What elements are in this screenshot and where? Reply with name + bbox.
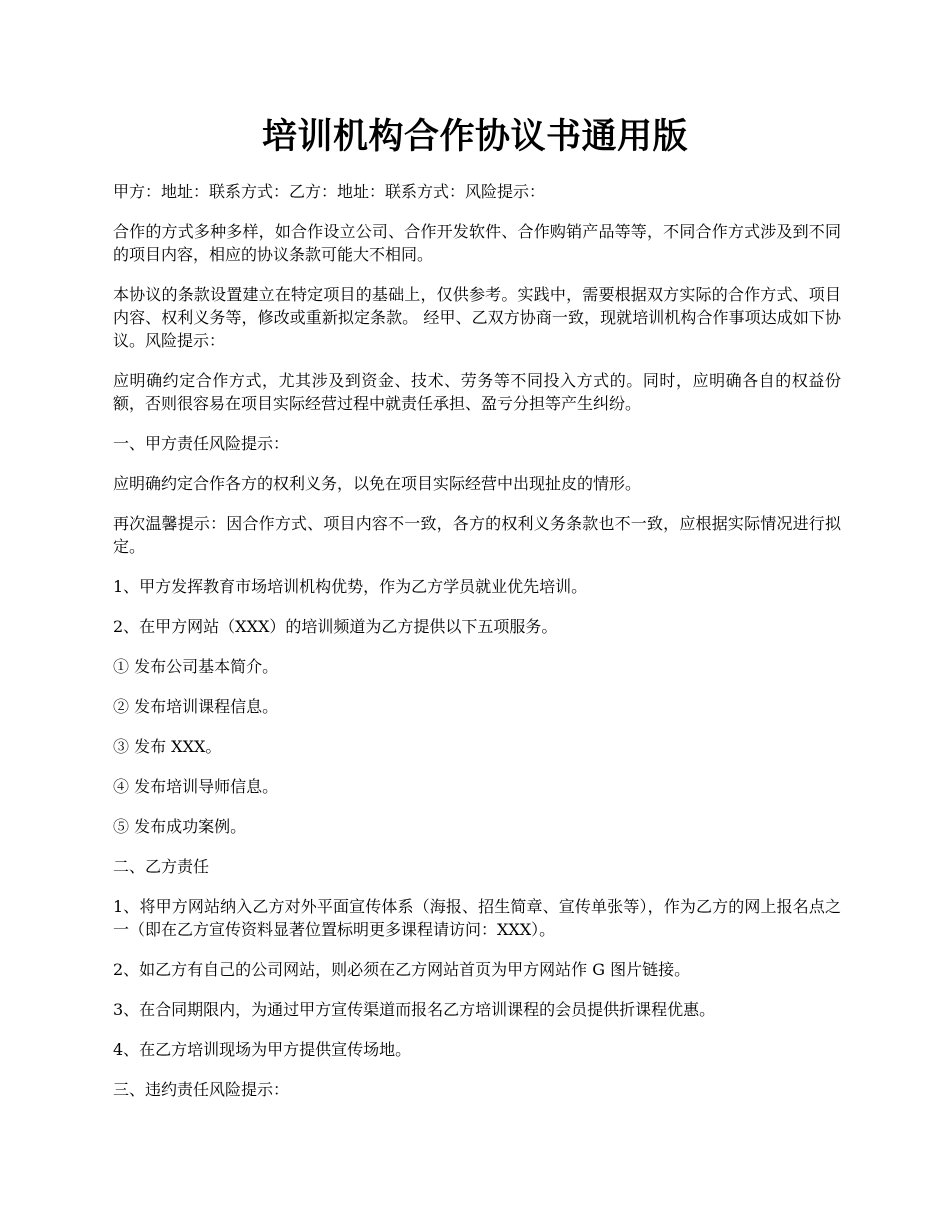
paragraph: 合作的方式多种多样，如合作设立公司、合作开发软件、合作购销产品等等，不同合作方式涉及到不同的项目内容，相应的协议条款可能大不相同。 bbox=[113, 222, 841, 264]
service-list-item: ⑤ 发布成功案例。 bbox=[113, 817, 247, 836]
clause-item: 2、在甲方网站（XXX）的培训频道为乙方提供以下五项服务。 bbox=[113, 617, 558, 636]
document-title: 培训机构合作协议书通用版 bbox=[261, 116, 688, 157]
paragraph: 应明确约定合作方式，尤其涉及到资金、技术、劳务等不同投入方式的。同时，应明确各自的权益份额，否则很容易在项目实际经营过程中就责任承担、盈亏分担等产生纠纷。 bbox=[113, 371, 841, 413]
service-list-item: ④ 发布培训导师信息。 bbox=[113, 777, 279, 796]
service-list-item: ③ 发布 XXX。 bbox=[113, 737, 222, 756]
party-info-line: 甲方：地址：联系方式：乙方：地址：联系方式：风险提示： bbox=[113, 182, 546, 201]
clause-item: 1、甲方发挥教育市场培训机构优势，作为乙方学员就业优先培训。 bbox=[113, 577, 588, 596]
service-list-item: ② 发布培训课程信息。 bbox=[113, 697, 279, 716]
section-heading: 二、乙方责任 bbox=[113, 857, 210, 876]
paragraph: 应明确约定合作各方的权利义务，以免在项目实际经营中出现扯皮的情形。 bbox=[113, 474, 642, 493]
clause-item: 2、如乙方有自己的公司网站，则必须在乙方网站首页为甲方网站作 G 图片链接。 bbox=[113, 960, 691, 979]
section-heading: 一、甲方责任风险提示： bbox=[113, 434, 290, 453]
paragraph: 本协议的条款设置建立在特定项目的基础上，仅供参考。实践中，需要根据双方实际的合作方式、项目内容、权利义务等，修改或重新拟定条款。 经甲、乙双方协商一致，现就培训机构合作事项达成如下协议。风险提示： bbox=[113, 285, 841, 350]
clause-item: 3、在合同期限内，为通过甲方宣传渠道而报名乙方培训课程的会员提供折课程优惠。 bbox=[113, 1000, 716, 1019]
paragraph: 再次温馨提示：因合作方式、项目内容不一致，各方的权利义务条款也不一致，应根据实际情况进行拟定。 bbox=[113, 514, 841, 556]
service-list-item: ① 发布公司基本简介。 bbox=[113, 657, 279, 676]
clause-item: 1、将甲方网站纳入乙方对外平面宣传体系（海报、招生简章、宣传单张等），作为乙方的网上报名点之一（即在乙方宣传资料显著位置标明更多课程请访问：XXX）。 bbox=[113, 897, 841, 939]
section-heading: 三、违约责任风险提示： bbox=[113, 1080, 290, 1099]
document-body bbox=[113, 180, 841, 1118]
clause-item: 4、在乙方培训现场为甲方提供宣传场地。 bbox=[113, 1040, 412, 1059]
